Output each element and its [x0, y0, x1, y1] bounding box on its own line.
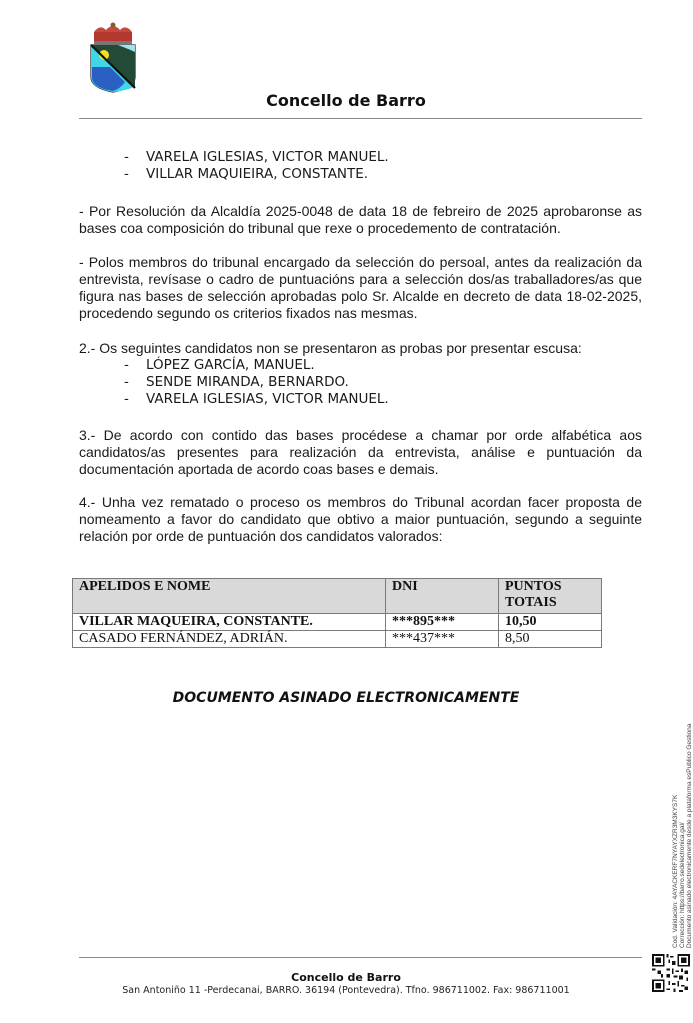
- list-item: - VARELA IGLESIAS, VICTOR MANUEL.: [124, 149, 642, 166]
- header-title: Concello de Barro: [266, 91, 426, 110]
- resolution-paragraph: - Por Resolución da Alcaldía 2025-0048 de data 18 de febreiro de 2025 aprobaronse as bases coa composición do tribunal que rexe o procedemento de contratación.: [79, 203, 642, 236]
- header-points: PUNTOS TOTAIS: [499, 579, 602, 614]
- footer-address: San Antoniño 11 -Perdecanai, BARRO. 36194 (Pontevedra). Tfno. 986711002. Fax: 986711001: [122, 985, 570, 996]
- tribunal-section: [79, 254, 642, 322]
- signed-label: DOCUMENTO ASINADO ELECTRONICAMENTE: [172, 690, 520, 706]
- point2-paragraph: 2.- Os seguintes candidatos non se presentaron as probas por presentar escusa:: [79, 340, 582, 356]
- cell-name: CASADO FERNÁNDEZ, ADRIÁN.: [73, 631, 386, 648]
- candidate-list: [79, 149, 642, 183]
- list-item: - VARELA IGLESIAS, VICTOR MANUEL.: [124, 391, 642, 408]
- point3-paragraph: 3.- De acordo con contido das bases procédese a chamar por orde alfabética aos candidatos/as presentes para realización da entrevista, análise e puntuación da documentación aportada de acordo coas bases e demais.: [79, 427, 642, 477]
- validation-code: Cod. Validación: 4AYACKERF7NYAYXZR3M3KYS7K: [672, 794, 679, 948]
- validation-strip: [672, 724, 693, 948]
- cell-points: 8,50: [499, 631, 602, 648]
- table-row: [73, 614, 602, 631]
- table-header-row: [73, 579, 602, 614]
- cell-dni: ***895***: [386, 614, 499, 631]
- list-item: - VILLAR MAQUIEIRA, CONSTANTE.: [124, 166, 642, 183]
- validation-url[interactable]: Corrección: https://barro.sedelectronica.gal/: [679, 822, 686, 948]
- list-item: - SENDE MIRANDA, BERNARDO.: [124, 374, 642, 391]
- point3-section: [79, 427, 642, 478]
- scores-table: [72, 578, 602, 648]
- list-item: - LÓPEZ GARCÍA, MANUEL.: [124, 357, 642, 374]
- tribunal-paragraph: - Polos membros do tribunal encargado da selección do persoal, antes da realización da entrevista, revísase o cadro de puntuacións para a selección dos/as traballadores/as que figura nas bases de selección aprobadas polo Sr. Alcalde en decreto de data 18-02-2025, procedendo segundo os criterios fixados nas mesmas.: [79, 254, 642, 321]
- point2-section: [79, 340, 642, 408]
- header-divider: [79, 118, 642, 119]
- excused-list: [79, 357, 642, 408]
- intro-section: [79, 149, 642, 183]
- header-name: APELIDOS E NOME: [73, 579, 386, 614]
- footer-title: Concello de Barro: [291, 971, 401, 984]
- point4-section: [79, 494, 642, 545]
- cell-dni: ***437***: [386, 631, 499, 648]
- table-row: [73, 631, 602, 648]
- point4-paragraph: 4.- Unha vez rematado o proceso os membros do Tribunal acordan facer proposta de nomeamento a favor do candidato que obtivo a maior puntuación, segundo a seguinte relación por orde de puntuación dos candidatos valorados:: [79, 494, 642, 544]
- validation-note: Documento asinado electronicamente desde a plataforma esPublico Gestiona: [686, 723, 693, 948]
- cell-name: VILLAR MAQUEIRA, CONSTANTE.: [73, 614, 386, 631]
- resolution-section: [79, 203, 642, 237]
- footer-divider: [79, 957, 642, 958]
- cell-points: 10,50: [499, 614, 602, 631]
- header-dni: DNI: [386, 579, 499, 614]
- coat-of-arms-logo: [80, 22, 146, 94]
